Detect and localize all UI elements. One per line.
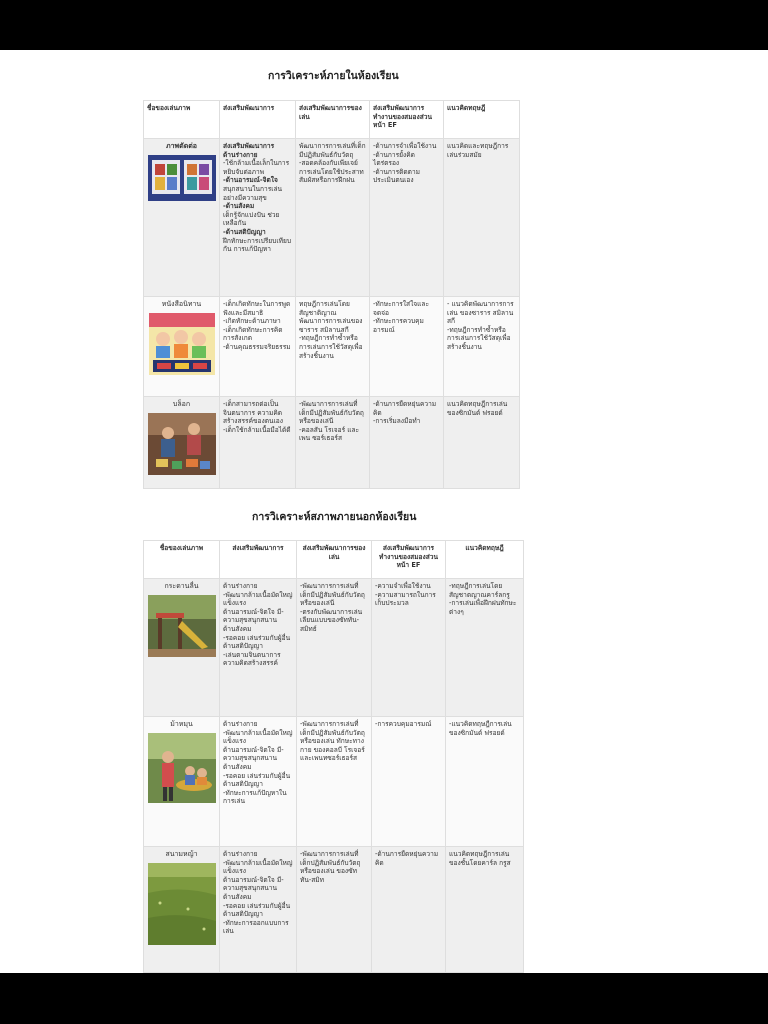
dev-line: -ด้านอารมณ์-จิตใจ (223, 176, 278, 185)
toy-development-cell (296, 397, 370, 489)
header-toy-name: ชื่อของเล่นภาพ (144, 101, 220, 139)
toy-development-cell (297, 717, 372, 847)
toy-development-cell (297, 579, 372, 717)
toy-name-cell (144, 847, 220, 973)
table-row (144, 847, 524, 973)
theory-line: แนวคิดและทฤษฎีการเล่นร่วมสมัย (447, 142, 509, 159)
dev-line: -ด้านคุณธรรมจริยธรรม (223, 342, 291, 351)
header-ef: ส่งเสริมพัฒนาการทำงานของสมองส่วนหน้า EF (372, 541, 446, 579)
toy-line: -พัฒนาการการเล่นที่เด็กปฏิสัมพันธ์กับวัตถุหรือของเล่น ของซัททัน-สมิท (300, 850, 361, 884)
development-cell (220, 847, 297, 973)
table-row (144, 297, 520, 397)
dev-line: -ทักษะการออกแบบการเล่น (223, 918, 289, 936)
toy-line: -พัฒนาการการเล่นที่เด็กมีปฏิสัมพันธ์กับวัตถุหรือของเล่นี (299, 400, 364, 426)
dev-line: ด้านสติปัญญา (223, 910, 263, 919)
dev-line: ด้านสังคม (223, 762, 252, 771)
theory-cell (446, 847, 524, 973)
development-cell (220, 717, 297, 847)
table-row (144, 579, 524, 717)
indoor-analysis-table (143, 100, 520, 489)
header-toy-development: ส่งเสริมพัฒนาการของเล่น (297, 541, 372, 579)
dev-line: ด้านสติปัญญา (223, 780, 263, 789)
toy-line: -พัฒนาการการเล่นที่เด็กมีปฏิสัมพันธ์กับวัตถุหรือของเล่น ทักษะทางกาย ของคอลบี โรเจอร์และเพนทซอร์เธอร์ส (300, 720, 365, 763)
toy-name: ม้าหมุน (170, 720, 193, 728)
dev-line: ด้านร่างกาย (223, 582, 258, 590)
toy-line: -ตรงกับพัฒนาการเล่นเลียนแบบของซัททัน-สมิทธ์ (300, 607, 363, 633)
header-development: ส่งเสริมพัฒนาการ (220, 101, 296, 139)
header-ef: ส่งเสริมพัฒนาการทำงานของสมองส่วนหน้า EF (370, 101, 444, 139)
dev-line: ด้านอารมณ์-จิตใจ มี-ความสุขสนุกสนาน (223, 607, 284, 625)
toy-line: -คอลสัน โรเจอร์ และเพน ซอร์เธอร์ส (299, 425, 360, 443)
theory-line: แนวคิดทฤษฎีการเล่นของซิกมันด์ ฟรอยด์ (447, 400, 508, 417)
ef-cell (372, 847, 446, 973)
ef-line: -ด้านการยืดหยุ่นความคิด (373, 400, 437, 417)
toy-development-cell (296, 139, 370, 297)
toy-name-cell (144, 397, 220, 489)
ef-line: -ทักษะการใส่ใจและจดจ่อ (373, 300, 430, 317)
ef-line: -ความสามารถในการเก็บประมวล (375, 590, 436, 608)
toy-line: -สอดคล้องกับเพียเจย์การเล่นโดยใช้ประสาทสัมผัสหรือการฝึกฝน (299, 159, 364, 185)
theory-cell (444, 397, 520, 489)
dev-line: ด้านสังคม (223, 624, 252, 633)
dev-line: ด้านสังคม (223, 892, 252, 901)
dev-line: -รอคอย เล่นร่วมกับผู้อื่น (223, 901, 291, 910)
theory-line: -ทฤษฎีการเล่นโดยสัญชาตญาณคาร์ลกรู (449, 582, 510, 599)
ef-cell (370, 297, 444, 397)
ef-line: -ด้านการยืดหยุ่นความคิด (375, 850, 439, 867)
table-row (144, 397, 520, 489)
ef-cell (370, 139, 444, 297)
theory-line: -แนวคิดทฤษฎีการเล่นของซิกมันด์ ฟรอยด์ (449, 720, 512, 737)
ef-line: -ทักษะการควบคุมอารมณ์ (373, 317, 424, 334)
dev-line: ด้านร่างกาย (223, 150, 258, 159)
toy-name: กระดานลื่น (164, 582, 199, 590)
ef-cell (372, 579, 446, 717)
theory-cell (446, 579, 524, 717)
lawn-image (148, 863, 216, 945)
table-row (144, 717, 524, 847)
dev-line: ด้านร่างกาย (223, 850, 258, 858)
header-toy-name: ชื่อของเล่นภาพ (144, 541, 220, 579)
dev-line: -เด็กสามารถต่อเป็นจินตนาการ ความคิดสร้างสรรค์ของตนเอง (223, 400, 283, 426)
toy-name-cell (144, 579, 220, 717)
dev-line: -พัฒนากล้ามเนื้อมัดใหญ่แข็งแรง (223, 590, 293, 608)
toy-line: พัฒนาการการเล่นที่เด็กมีปฏิสัมพันธ์กับวัตถุ (299, 142, 366, 159)
dev-line: -เด็กเกิดทักษะการคิดการสังเกต (223, 325, 283, 343)
dev-line: -ด้านสังคม (223, 202, 255, 211)
header-theory: แนวคิดทฤษฎี (446, 541, 524, 579)
theory-line: -ทฤษฎีการทำซ้ำหรือการเล่นการใช้วัสดุเพื่อสร้างชิ้นงาน (447, 325, 511, 351)
table-row (144, 139, 520, 297)
dev-line: ด้านร่างกาย (223, 720, 258, 728)
dev-line: ส่งเสริมพัฒนาการ (223, 142, 275, 150)
ef-line: -การควบคุมอารมณ์ (375, 720, 432, 728)
dev-line: -ด้านสติปัญญา (223, 227, 266, 236)
indoor-analysis-title: การวิเคราะห์ภายในห้องเรียน (268, 70, 399, 82)
storybook-image (149, 313, 215, 375)
block-toy-image (148, 413, 216, 475)
jigsaw-puzzle-image (148, 155, 216, 201)
toy-name-cell (144, 717, 220, 847)
dev-line: -พัฒนากล้ามเนื้อมัดใหญ่แข็งแรง (223, 858, 293, 876)
dev-line: -เด็กใช้กล้ามเนื้อมือได้ดี (223, 425, 291, 434)
slide-image (148, 595, 216, 657)
dev-line: -รอคอย เล่นร่วมกับผู้อื่น (223, 771, 291, 780)
table-header-row (144, 101, 520, 139)
toy-name-cell (144, 139, 220, 297)
ef-line: -ด้านการติดตามประเมินตนเอง (373, 167, 421, 185)
ef-cell (372, 717, 446, 847)
outdoor-analysis-table (143, 540, 524, 973)
document-page (0, 50, 768, 973)
toy-name: ภาพตัดต่อ (165, 142, 197, 150)
toy-name: หนังสือนิทาน (161, 300, 202, 308)
merry-go-round-image (148, 733, 216, 803)
theory-line: -การเล่นเพื่อฝึกฝนทักษะต่างๆ (449, 599, 517, 616)
dev-line: -พัฒนากล้ามเนื้อมัดใหญ่แข็งแรง (223, 728, 293, 746)
dev-line: ฝึกทักษะการเปรียบเทียบกัน การแก้ปัญหา (223, 236, 291, 254)
toy-line: พัฒนาการการเล่นของซาราร สมิลานสกี (299, 317, 363, 334)
development-cell (220, 297, 296, 397)
dev-line: ด้านอารมณ์-จิตใจ มี-ความสุขสนุกสนาน (223, 745, 284, 763)
development-cell (220, 139, 296, 297)
theory-cell (444, 297, 520, 397)
toy-name: บล็อก (172, 400, 191, 408)
theory-line: แนวคิดทฤษฎีการเล่นของชั้นโดยคาร์ล กรูส (449, 850, 511, 867)
table-header-row (144, 541, 524, 579)
toy-line: -ทฤษฎีการทำซ้ำหรือการเล่นการใช้วัสดุเพื่อสร้างชิ้นงาน (299, 334, 363, 360)
header-development: ส่งเสริมพัฒนาการ (220, 541, 297, 579)
toy-development-cell (296, 297, 370, 397)
dev-line: ด้านอารมณ์-จิตใจ มี-ความสุขสนุกสนาน (223, 875, 284, 893)
theory-cell (446, 717, 524, 847)
theory-line: - แนวคิดพัฒนาการการเล่น ของซาราร สมิลานสกี (447, 300, 514, 326)
ef-line: -การเริ่มลงมือทำ (373, 417, 421, 426)
ef-line: -ความจำเพื่อใช้งาน (375, 582, 431, 590)
header-toy-development: ส่งเสริมพัฒนาการของเล่น (296, 101, 370, 139)
dev-line: เด็กรู้จักแบ่งปัน ช่วยเหลือกัน (223, 210, 280, 228)
dev-line: -ใช้กล้ามเนื้อเล็กในการหยิบจับต่อภาพ (223, 159, 290, 176)
dev-line: ด้านสติปัญญา (223, 642, 263, 651)
toy-name-cell (144, 297, 220, 397)
dev-line: -รอคอย เล่นร่วมกับผู้อื่น (223, 633, 291, 642)
development-cell (220, 397, 296, 489)
development-cell (220, 579, 297, 717)
toy-name: สนามหญ้า (165, 850, 198, 858)
dev-line: -เกิดทักษะด้านภาษา (223, 317, 281, 326)
theory-cell (444, 139, 520, 297)
toy-line: -พัฒนาการการเล่นที่เด็กมีปฏิสัมพันธ์กับวัตถุหรือของเล่นี (300, 582, 365, 608)
dev-line: -เล่นตามจินตนาการ ความคิดสร้างสรรค์ (223, 650, 281, 668)
dev-line: -ทักษะการแก้ปัญหาในการเล่น (223, 788, 287, 806)
header-theory: แนวคิดทฤษฎี (444, 101, 520, 139)
ef-line: -ด้านการยั้งคิดไตร่ตรอง (373, 150, 415, 168)
outdoor-analysis-title: การวิเคราะห์สภาพภายนอกห้องเรียน (252, 511, 417, 523)
dev-line: สนุกสนานในการเล่นอย่างมีความสุข (223, 184, 283, 202)
ef-cell (370, 397, 444, 489)
toy-development-cell (297, 847, 372, 973)
dev-line: -เด็กเกิดทักษะในการพูดฟังและมีสมาธิ (223, 300, 291, 317)
toy-line: ทฤษฎีการเล่นโดยสัญชาติญาณ (299, 300, 350, 317)
ef-line: -ด้านการจำเพื่อใช้งาน (373, 142, 437, 150)
